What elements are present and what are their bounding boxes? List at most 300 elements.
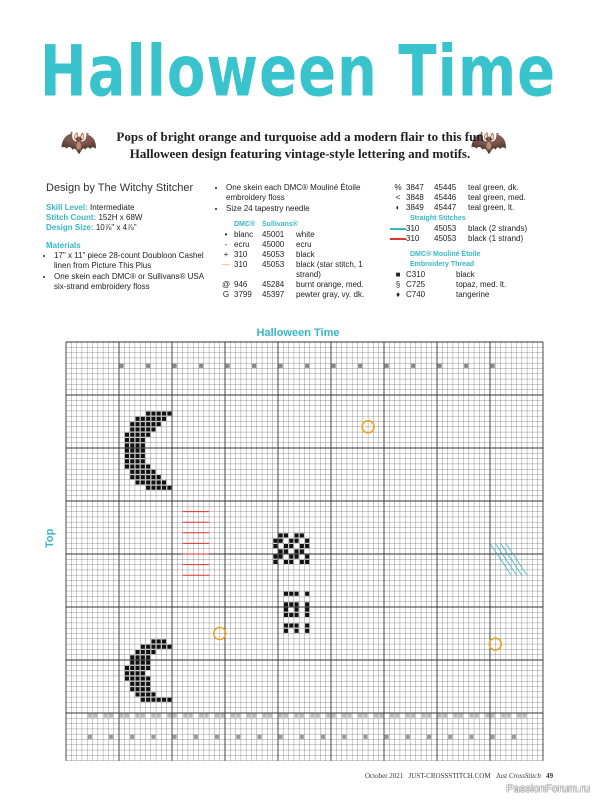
stitch-mark [146,666,150,670]
stitch-mark [295,602,299,606]
stitch-mark [141,459,145,463]
stitch-mark [151,486,155,490]
stitch-mark [464,364,468,368]
stitch-mark [157,480,161,484]
stitch-mark [305,364,309,368]
stitch-mark [141,698,145,702]
star-stitch-mark [214,628,226,640]
stitch-mark [231,714,235,718]
stitch-mark [512,735,516,739]
key-row: @ 946 45284 burnt orange, med. [221,280,364,289]
stitch-mark [136,465,140,469]
stitch-mark [157,486,161,490]
stitch-mark [146,486,150,490]
stitch-mark [157,422,161,426]
stitch-mark [130,655,134,659]
stitch-mark [406,735,410,739]
straight-stitch-mark [506,543,527,575]
bat-icon-left: 🦇 [60,126,98,159]
stitch-mark [469,735,473,739]
stitch-mark [146,650,150,654]
stitch-mark [125,671,129,675]
stitch-mark [146,661,150,665]
stitch-mark [284,714,288,718]
stitch-mark [363,714,367,718]
stitch-mark [173,735,177,739]
stitch-mark [305,629,309,633]
stitch-mark [300,714,304,718]
stitch-mark [305,560,309,564]
stitch-mark [125,714,129,718]
stitch-mark [162,645,166,649]
stitch-mark [167,486,171,490]
stitch-mark [162,480,166,484]
stitch-mark [390,714,394,718]
stitch-mark [120,364,124,368]
stitch-mark [173,714,177,718]
material-item: • One skein each DMC® or Sullivans® USA six-strand embroidery floss [54,272,206,292]
stitch-mark [289,592,293,596]
stitch-mark [141,417,145,421]
stitch-mark [475,714,479,718]
stitch-mark [300,549,304,553]
stitch-mark [305,555,309,559]
stitch-mark [125,666,129,670]
stitch-mark [136,480,140,484]
stitch-mark [406,714,410,718]
stitch-mark [136,417,140,421]
stitch-mark [141,470,145,474]
stitch-mark [385,364,389,368]
stitch-mark [289,613,293,617]
stitch-mark [162,486,166,490]
stitch-mark [130,475,134,479]
stitch-mark [136,427,140,431]
stitch-mark [321,735,325,739]
stitch-mark [120,714,124,718]
stitch-mark [136,714,140,718]
stitch-mark [146,687,150,691]
stitch-mark [88,735,92,739]
stitch-mark [146,427,150,431]
key-row: + 310 45053 black [223,250,315,259]
stitch-mark [157,417,161,421]
stitch-mark [141,682,145,686]
stitch-mark [136,459,140,463]
stitch-mark [501,714,505,718]
stitch-mark [130,433,134,437]
stitch-mark [459,714,463,718]
stitch-mark [151,427,155,431]
straight-stitch-mark [490,543,511,575]
star-stitch-mark [362,421,374,433]
stitch-mark [194,735,198,739]
stitch-mark [130,459,134,463]
stitch-mark [130,671,134,675]
stitch-mark [491,735,495,739]
stitch-mark [279,364,283,368]
stitch-mark [517,714,521,718]
stitch-mark [374,714,378,718]
stitch-mark [443,714,447,718]
stitch-mark [146,412,150,416]
stitch-mark [167,698,171,702]
stitch-mark [295,549,299,553]
stitch-mark [257,735,261,739]
stitch-mark [173,364,177,368]
stitch-mark [427,714,431,718]
stitch-mark [125,677,129,681]
stitch-mark [279,549,283,553]
stitch-mark [284,629,288,633]
stitch-mark [146,692,150,696]
stitch-mark [279,539,283,543]
stitch-mark [141,480,145,484]
stitch-mark [310,714,314,718]
stitch-mark [284,560,288,564]
stitch-mark [130,438,134,442]
stitch-mark [295,592,299,596]
stitch-mark [162,417,166,421]
stitch-mark [146,422,150,426]
stitch-mark [141,454,145,458]
key-header-sullivans: Sullivans® [262,221,298,228]
key-row: % 3847 45445 teal green, dk. [394,183,519,192]
stitch-mark [136,443,140,447]
footer-date: October 2021 [365,772,404,780]
stitch-mark [141,475,145,479]
page-number: 49 [546,772,554,780]
stitch-mark [236,714,240,718]
stitch-mark [295,629,299,633]
stitch-mark [151,692,155,696]
stitch-mark [130,677,134,681]
stitch-mark [167,714,171,718]
stitch-mark [136,449,140,453]
stitch-mark [284,549,288,553]
stitch-mark [141,449,145,453]
stitch-mark [151,470,155,474]
stitch-mark [395,714,399,718]
stitch-mark [220,714,224,718]
stitch-mark [141,666,145,670]
stitch-mark [273,560,277,564]
material-item: • One skein each DMC® Mouliné Étoile embroidery floss [226,183,378,203]
stitch-mark [141,714,145,718]
stitch-mark [411,364,415,368]
stitch-mark [136,650,140,654]
stitch-mark [332,714,336,718]
stitch-mark [295,608,299,612]
stitch-mark [358,364,362,368]
stitch-mark [316,714,320,718]
designer: Design by The Witchy Stitcher [46,182,194,194]
materials-list-1 [46,251,206,292]
stitch-mark [151,475,155,479]
stitch-mark [348,714,352,718]
stitch-mark [507,714,511,718]
stitch-mark [146,655,150,659]
stitch-mark [385,735,389,739]
star-stitch-mark [489,638,501,650]
stitch-mark [151,480,155,484]
stitch-mark [263,714,267,718]
stitch-mark [358,714,362,718]
stitch-mark [204,714,208,718]
stitch-mark [215,735,219,739]
stitch-mark [151,417,155,421]
stitch-mark [136,666,140,670]
stitch-mark [454,714,458,718]
stitch-mark [136,677,140,681]
stitch-mark [485,714,489,718]
stitch-mark [130,687,134,691]
floss-key-right [390,183,560,213]
stitch-mark [226,364,230,368]
stitch-mark [295,555,299,559]
stitch-mark [141,677,145,681]
stitch-mark [162,639,166,643]
info-column [46,183,206,293]
stitch-mark [300,533,304,537]
stitch-mark [130,427,134,431]
key-column [218,183,378,300]
stitch-mark [491,364,495,368]
stitch-mark [284,613,288,617]
stitch-mark [136,692,140,696]
stitch-mark [427,735,431,739]
stitch-mark [157,412,161,416]
stitch-mark [289,560,293,564]
stitch-mark [151,714,155,718]
stitch-mark [305,592,309,596]
stitch-mark [167,645,171,649]
stitch-mark [215,714,219,718]
stitch-mark [279,533,283,537]
material-item: • 17" x 11" piece 28-count Doubloon Cashel linen from Picture This Plus [54,251,206,271]
key-row: 310 45053 black (1 strand) [390,234,560,244]
stitch-mark [146,677,150,681]
stitch-mark [141,650,145,654]
stitch-mark [125,433,129,437]
stitch-mark [146,682,150,686]
stitch-mark [141,671,145,675]
stitch-mark [146,433,150,437]
stitch-mark [136,682,140,686]
stitch-mark [136,655,140,659]
stitch-mark [151,645,155,649]
stitch-mark [125,454,129,458]
stitch-mark [130,661,134,665]
stitch-mark [252,714,256,718]
stitch-mark [130,682,134,686]
stitch-mark [157,645,161,649]
stitch-mark [146,480,150,484]
stitch-mark [284,592,288,596]
chart-top-label: Top [44,528,56,548]
stitch-mark [146,364,150,368]
stitch-mark [151,639,155,643]
chart-title: Halloween Time [256,327,340,339]
bat-icon-right: 🦇 [470,126,508,159]
page-title: Halloween Time [39,31,557,113]
stitch-mark [247,714,251,718]
stitch-mark [151,698,155,702]
stitch-mark [151,650,155,654]
stitch-mark [284,608,288,612]
stitch-mark [236,735,240,739]
materials-heading: Materials [46,241,81,250]
stitch-mark [279,735,283,739]
stitch-mark [305,544,309,548]
stitch-mark [136,671,140,675]
stitch-mark [295,714,299,718]
stitch-mark [151,412,155,416]
stitch-mark [422,714,426,718]
straight-stitch-mark [501,543,522,575]
stitch-mark [289,624,293,628]
stitch-mark [146,465,150,469]
stitch-mark [189,714,193,718]
stitch-mark [273,539,277,543]
stitch-mark [146,417,150,421]
stitch-mark [136,470,140,474]
stitch-mark [305,608,309,612]
stitch-mark [295,533,299,537]
stitch-mark [289,544,293,548]
stitch-mark [162,698,166,702]
stitch-mark [130,443,134,447]
straight-stitches-heading: Straight Stitches [410,215,466,222]
stitch-mark [130,735,134,739]
key-row: G 3799 45397 pewter gray, vy. dk. [222,290,365,299]
stitch-mark [136,661,140,665]
skill-level: Intermediate [90,203,135,212]
stitch-mark [300,735,304,739]
key-row: § C725 topaz, med. lt. [395,280,507,289]
skill-level-label: Skill Level: [46,203,88,212]
floss-key-left [218,230,378,300]
design-size: 10⅞" x 4⅞" [95,223,137,232]
stitch-mark [136,687,140,691]
key-row: ♦ C740 tangerine [395,290,490,299]
stitch-mark [109,714,113,718]
key-row: < 3848 45446 teal green, med. [395,193,526,202]
stitch-mark [379,714,383,718]
stitch-mark [326,714,330,718]
stitch-mark [157,475,161,479]
stitch-mark [136,438,140,442]
stitch-mark [342,735,346,739]
stitch-mark [411,714,415,718]
stitch-mark [342,714,346,718]
stitch-mark [141,687,145,691]
watermark: PassionForum.ru [506,783,590,795]
stitch-count-label: Stitch Count: [46,213,97,222]
footer-site: JUST-CROSSSTITCH.COM [408,772,491,780]
stitch-mark [252,364,256,368]
stitch-mark [125,449,129,453]
stitch-mark [305,602,309,606]
stitch-mark [491,714,495,718]
stitch-mark [136,433,140,437]
stitch-mark [295,613,299,617]
stitch-mark [284,533,288,537]
stitch-mark [300,560,304,564]
key-row: - ecru 45000 ecru [224,240,312,249]
key-header-dmc: DMC® [234,221,256,228]
stitch-mark [295,539,299,543]
stitch-mark [141,438,145,442]
stitch-mark [268,714,272,718]
stitch-mark [141,443,145,447]
stitch-mark [157,639,161,643]
stitch-mark [141,433,145,437]
stitch-mark [141,427,145,431]
stitch-mark [130,465,134,469]
stitch-mark [183,714,187,718]
design-size-label: Design Size: [46,223,94,232]
stitch-mark [146,645,150,649]
stitch-mark [93,714,97,718]
stitch-mark [146,475,150,479]
stitch-mark [363,735,367,739]
stitch-mark [199,714,203,718]
stitch-mark [141,655,145,659]
stitch-mark [300,544,304,548]
stitch-mark [167,412,171,416]
stitch-mark [125,443,129,447]
key-row: 310 45053 black (2 strands) [390,224,560,234]
stitch-mark [438,714,442,718]
key-row: ◐ 3849 45447 teal green, lt. [395,203,515,212]
stitch-mark [305,539,309,543]
stitch-mark [289,602,293,606]
stitch-mark [199,364,203,368]
stitch-mark [151,735,155,739]
key-column-right [390,183,560,300]
stitch-mark [289,539,293,543]
footer [365,772,553,780]
stitch-mark [157,698,161,702]
stitch-mark [130,449,134,453]
key-row: ■ C310 black [395,270,475,279]
materials-list-2 [218,183,378,214]
subtitle: Pops of bright orange and turquoise add a modern flair to this fun Halloween design featuring vintage-style lettering and motifs. [116,129,484,161]
stitch-mark [305,613,309,617]
stitch-mark [141,422,145,426]
stitch-mark [88,714,92,718]
stitch-mark [162,412,166,416]
stitch-mark [130,666,134,670]
stitch-mark [130,470,134,474]
stitch-mark [284,544,288,548]
stitch-mark [136,454,140,458]
straight-stitch-mark [495,543,516,575]
stitch-mark [295,624,299,628]
stitch-mark [141,645,145,649]
stitch-mark [289,555,293,559]
stitch-mark [157,714,161,718]
stitch-mark [146,698,150,702]
stitch-mark [109,735,113,739]
stitch-count: 152H x 68W [98,213,143,222]
stitch-mark [130,422,134,426]
stitch-mark [279,714,283,718]
stitch-mark [279,555,283,559]
stitch-mark [125,438,129,442]
stitch-mark [151,422,155,426]
